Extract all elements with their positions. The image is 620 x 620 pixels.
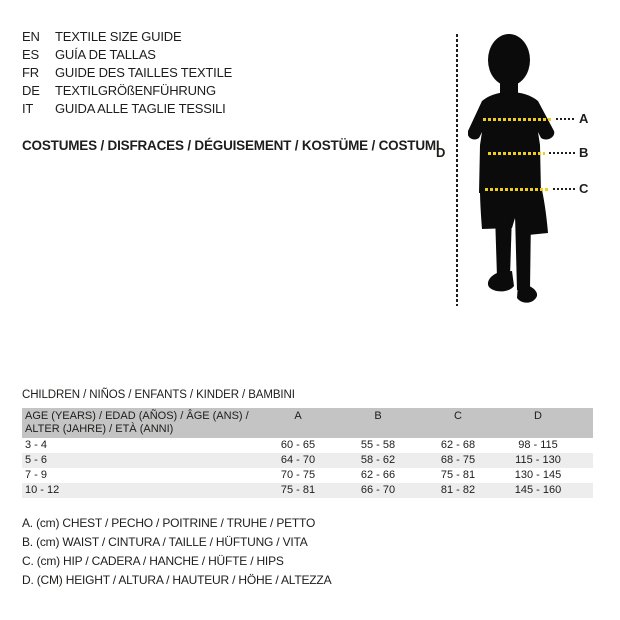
height-dotted-line (456, 34, 458, 306)
legend-height: D. (CM) HEIGHT / ALTURA / HAUTEUR / HÖHE / ALTEZZA (22, 573, 332, 587)
lang-code: EN (22, 29, 40, 44)
table-row (22, 438, 593, 453)
table-row (22, 453, 593, 468)
chest-measure-line (483, 118, 553, 121)
lang-label: TEXTILGRÖßENFÜHRUNG (55, 83, 216, 98)
table-header-col-c: C (454, 410, 462, 422)
lang-code: DE (22, 83, 40, 98)
table-header-col-d: D (534, 410, 542, 422)
cell-c: 68 - 75 (440, 454, 476, 466)
cell-b: 55 - 58 (360, 439, 396, 451)
waist-connector-line (549, 152, 575, 154)
cell-b: 58 - 62 (360, 454, 396, 466)
table-header-age (22, 410, 258, 438)
lang-code: IT (22, 101, 34, 116)
lang-label: GUÍA DE TALLAS (55, 47, 156, 62)
cell-age: 10 - 12 (25, 484, 60, 496)
legend-chest: A. (cm) CHEST / PECHO / POITRINE / TRUHE / PETTO (22, 516, 316, 530)
lang-code: ES (22, 47, 39, 62)
lang-code: FR (22, 65, 39, 80)
size-table (22, 408, 593, 498)
category-title: COSTUMES / DISFRACES / DÉGUISEMENT / KOSTÜME / COSTUMI (22, 138, 440, 153)
cell-d: 115 - 130 (515, 454, 561, 466)
section-title-children: CHILDREN / NIÑOS / ENFANTS / KINDER / BAMBINI (22, 389, 295, 401)
cell-d: 98 - 115 (518, 439, 558, 451)
table-header-age-line1: AGE (YEARS) / EDAD (AÑOS) / ÂGE (ANS) / (25, 410, 249, 422)
table-header-col-b: B (374, 410, 382, 422)
hip-connector-line (553, 188, 575, 190)
chest-connector-line (556, 118, 575, 120)
cell-c: 75 - 81 (440, 469, 476, 481)
child-silhouette-icon (468, 29, 560, 307)
hip-measure-line (485, 188, 550, 191)
cell-age: 3 - 4 (25, 439, 48, 451)
cell-c: 62 - 68 (440, 439, 476, 451)
legend-waist: B. (cm) WAIST / CINTURA / TAILLE / HÜFTUNG / VITA (22, 535, 308, 549)
lang-label: TEXTILE SIZE GUIDE (55, 29, 182, 44)
legend-hip: C. (cm) HIP / CADERA / HANCHE / HÜFTE / HIPS (22, 554, 284, 568)
table-row (22, 468, 593, 483)
cell-age: 5 - 6 (25, 454, 48, 466)
cell-b: 62 - 66 (360, 469, 396, 481)
waist-measure-line (488, 152, 545, 155)
measure-label-d: D (436, 145, 446, 160)
cell-a: 70 - 75 (280, 469, 316, 481)
measure-label-a: A (579, 111, 589, 126)
measurement-legend (22, 514, 331, 590)
cell-d: 145 - 160 (514, 484, 562, 496)
cell-a: 75 - 81 (280, 484, 316, 496)
table-header-row (22, 408, 593, 438)
cell-d: 130 - 145 (514, 469, 562, 481)
cell-b: 66 - 70 (360, 484, 396, 496)
cell-a: 64 - 70 (280, 454, 316, 466)
lang-label: GUIDA ALLE TAGLIE TESSILI (55, 101, 226, 116)
cell-a: 60 - 65 (280, 439, 316, 451)
lang-label: GUIDE DES TAILLES TEXTILE (55, 65, 233, 80)
table-row (22, 483, 593, 498)
measure-label-c: C (579, 181, 589, 196)
cell-age: 7 - 9 (25, 469, 48, 481)
measure-label-b: B (579, 145, 589, 160)
cell-c: 81 - 82 (440, 484, 476, 496)
table-header-col-a: A (294, 410, 302, 422)
table-header-age-line2: ALTER (JAHRE) / ETÀ (ANNI) (25, 423, 174, 435)
